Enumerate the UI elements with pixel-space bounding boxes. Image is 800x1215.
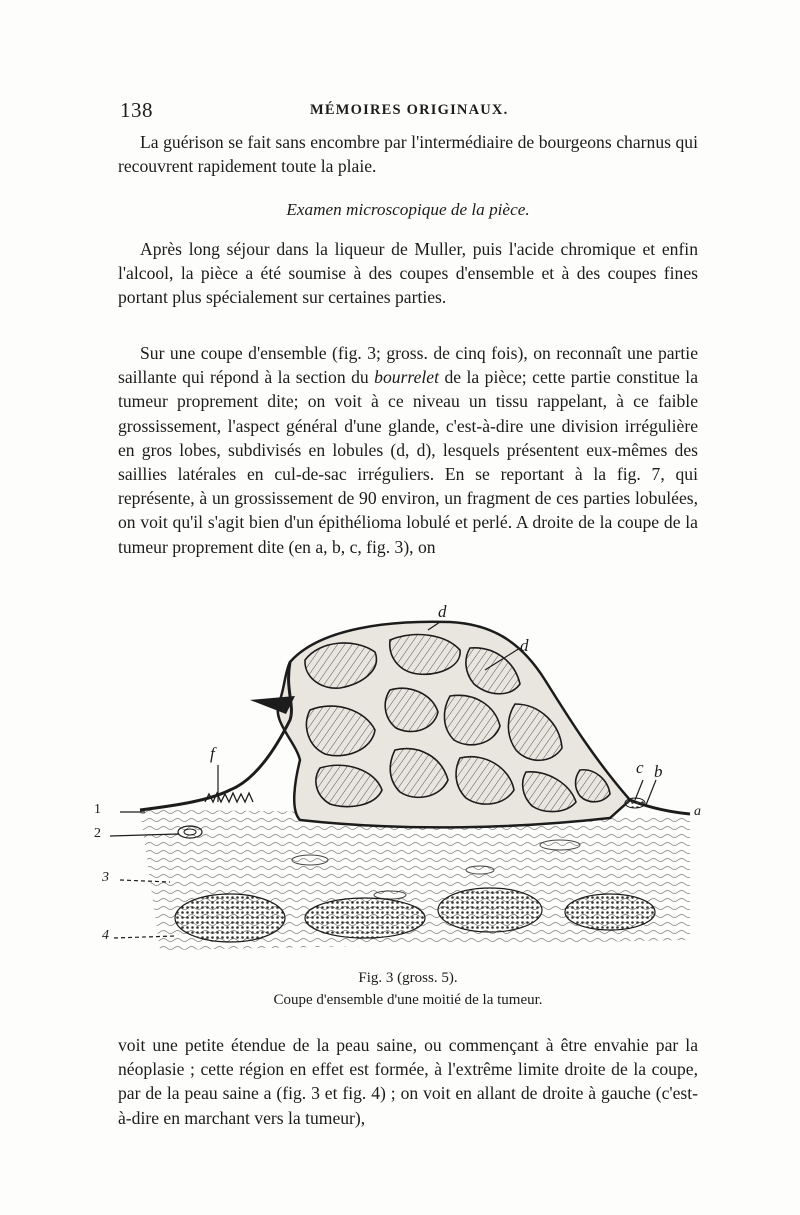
paragraph-healing: La guérison se fait sans encombre par l'intermédiaire de bourgeons charnus qui recouvrent rapidement toute la plaie. (118, 132, 698, 177)
label-a: a (694, 804, 701, 819)
tumor-section-drawing (90, 600, 720, 970)
label-layer-1: 1 (94, 802, 101, 817)
running-head (120, 98, 700, 124)
figure-caption-number: Fig. 3 (gross. 5). (358, 970, 458, 986)
figure-3-illustration (90, 600, 720, 970)
paragraph-section-description (118, 341, 698, 559)
paragraph-section-description-start: Sur une coupe d'ensemble (fig. 3; gross. de cinq fois), on reconnaît une partie saillante qui répond à la section du (118, 343, 698, 388)
label-f: f (210, 744, 215, 763)
running-title: MÉMOIRES ORIGINAUX. (310, 102, 509, 118)
label-d-right: d (520, 636, 529, 655)
label-d-top: d (438, 602, 447, 621)
label-layer-4: 4 (102, 928, 109, 943)
page-number: 138 (120, 98, 153, 122)
label-c: c (636, 758, 644, 777)
section-heading: Examen microscopique de la pièce. (286, 200, 530, 219)
figure-caption-text: Coupe d'ensemble d'une moitié de la tumeur. (273, 992, 543, 1008)
label-b: b (654, 762, 663, 781)
label-layer-2: 2 (94, 826, 101, 841)
paragraph-section-description-rest: de la pièce; cette partie constitue la tumeur proprement dite; on voit à ce niveau un tissu rappelant, à ce faible grossissement, l'aspect général d'une glande, c'est-à-dire une division irrégulière en gros lobes, subdivisés en lobules (d, d), lesquels présentent eux-mêmes des saillies latérales en cul-de-sac irréguliers. En se reportant à la fig. 7, qui représente, à un grossissement de 90 environ, un fragment de ces parties lobulées, on voit qu'il s'agit bien d'un épithélioma lobulé et perlé. A droite de la coupe de la tumeur proprement dite (en a, b, c, fig. 3), on (118, 367, 699, 557)
term-bourrelet: bourrelet (374, 367, 439, 388)
label-layer-3: 3 (102, 870, 109, 885)
paragraph-preparation: Après long séjour dans la liqueur de Muller, puis l'acide chromique et enfin l'alcool, la pièce a été soumise à des coupes d'ensemble et à des coupes fines portant plus spécialement sur certaines parties. (118, 239, 698, 308)
paragraph-healthy-skin: voit une petite étendue de la peau saine, ou commençant à être envahie par la néoplasie ; cette région en effet est formée, à l'extrême limite droite de la coupe, par de la peau saine a (fig. 3 et fig. 4) ; on voit en allant de droite à gauche (c'est-à-dire en marchant vers la tumeur), (118, 1035, 698, 1128)
